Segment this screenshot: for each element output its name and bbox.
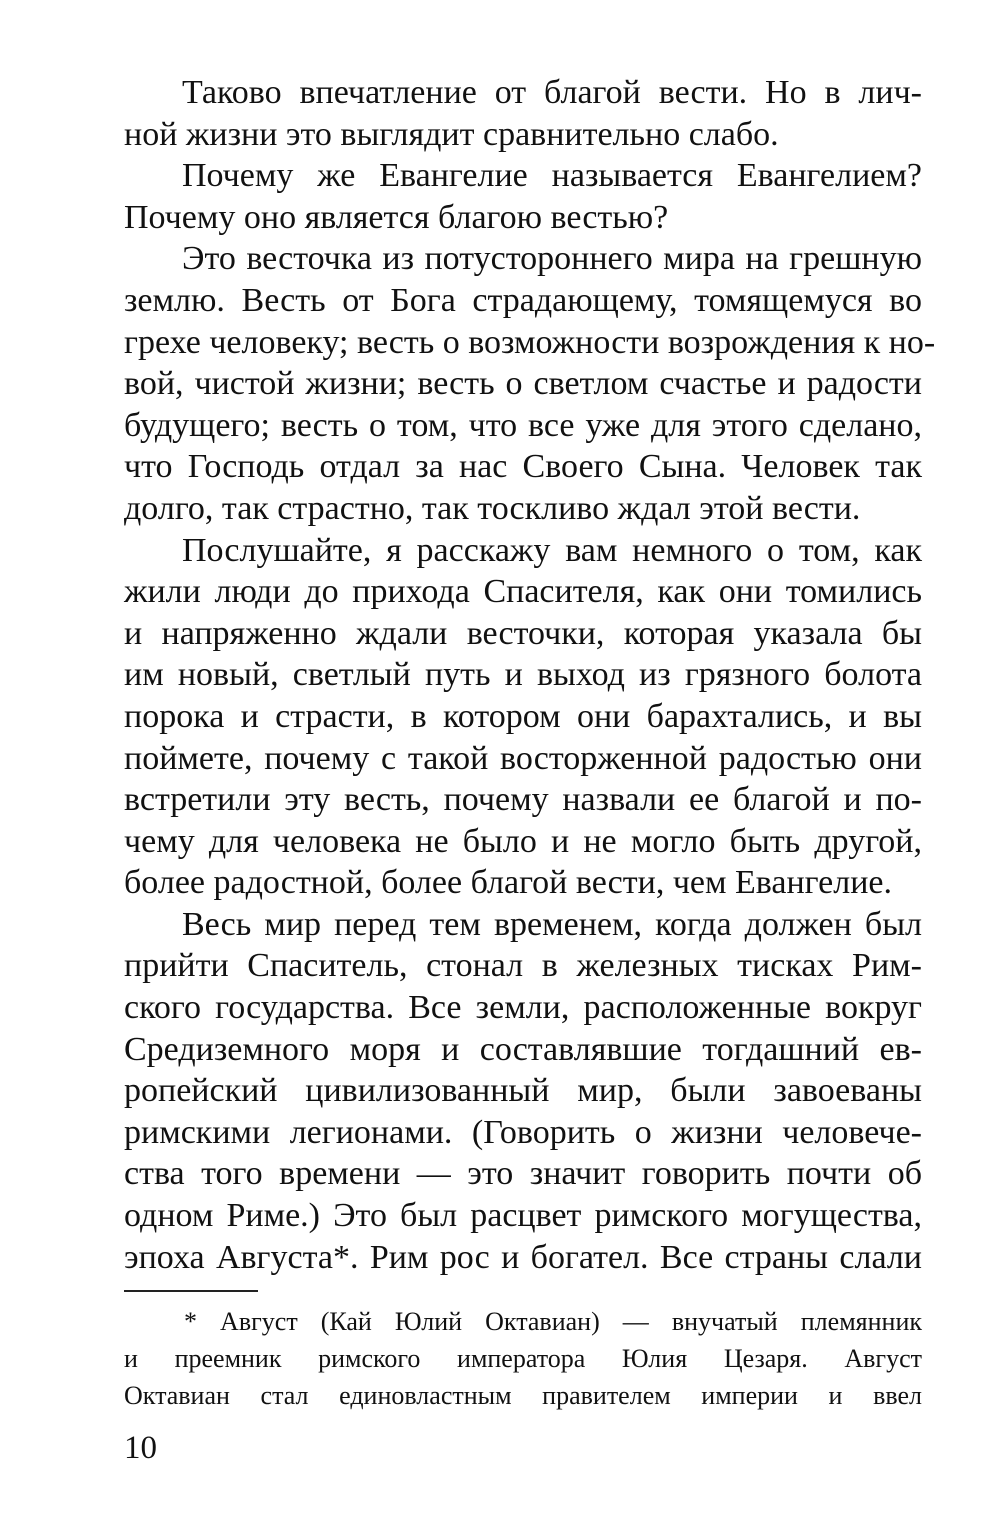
page-number: 10	[124, 1430, 157, 1466]
footnote-line: и преемник римского императора Юлия Цезаря. Август	[124, 1344, 922, 1373]
text-line: Весь мир перед тем временем, когда должен был	[182, 905, 922, 943]
text-line: землю. Весть от Бога страдающему, томящемуся во	[124, 281, 922, 319]
text-line: ского государства. Все земли, расположенные вокруг	[124, 989, 922, 1027]
text-line: Средиземного моря и составлявшие тогдашний ев-	[124, 1030, 922, 1068]
footnote-divider	[124, 1290, 258, 1292]
text-line: одном Риме.) Это был расцвет римского могущества,	[124, 1197, 922, 1235]
text-line: будущего; весть о том, что все уже для этого сделано,	[124, 406, 922, 444]
text-line: порока и страсти, в котором они барахтались, и вы	[124, 697, 922, 735]
text-line: более радостной, более благой вести, чем Евангелие.	[124, 864, 893, 902]
footnote	[124, 1303, 922, 1414]
text-line: чему для человека не было и не могло быть другой,	[124, 822, 922, 860]
footnote-line: Октавиан стал единовластным правителем империи и ввел	[124, 1381, 922, 1410]
text-line: Почему оно является благою вестью?	[124, 198, 669, 236]
text-line: им новый, светлый путь и выход из грязного болота	[124, 656, 922, 694]
text-line: грехе человеку; весть о возможности возрождения к но-	[124, 323, 936, 361]
text-line: Таково впечатление от благой вести. Но в лич-	[182, 74, 922, 111]
text-line: жили люди до прихода Спасителя, как они томились	[124, 573, 922, 611]
text-line: ной жизни это выглядит сравнительно слабо.	[124, 115, 779, 153]
text-line: Это весточка из потустороннего мира на грешную	[182, 240, 922, 278]
text-line: и напряженно ждали весточки, которая указала бы	[124, 614, 922, 652]
text-line: прийти Спаситель, стонал в железных тисках Рим-	[124, 947, 922, 985]
text-line: эпоха Августа*. Рим рос и богател. Все страны слали	[124, 1238, 922, 1276]
text-line: ства того времени — это значит говорить почти об	[124, 1155, 922, 1193]
text-line: что Господь отдал за нас Своего Сына. Человек так	[124, 448, 922, 486]
text-line: ропейский цивилизованный мир, были завоеваны	[124, 1072, 922, 1110]
text-line: римскими легионами. (Говорить о жизни человече-	[124, 1113, 922, 1151]
text-line: Почему же Евангелие называется Евангелием?	[182, 157, 922, 195]
main-text	[124, 72, 936, 1278]
footnote-line: * Август (Кай Юлий Октавиан) — внучатый племянник	[184, 1307, 922, 1336]
text-line: встретили эту весть, почему назвали ее благой и по-	[124, 781, 922, 819]
text-line: Послушайте, я расскажу вам немного о том, как	[182, 531, 922, 569]
text-line: поймете, почему с такой восторженной радостью они	[124, 739, 922, 777]
text-line: вой, чистой жизни; весть о светлом счастье и радости	[124, 365, 922, 403]
text-line: долго, так страстно, так тоскливо ждал этой вести.	[124, 489, 861, 527]
